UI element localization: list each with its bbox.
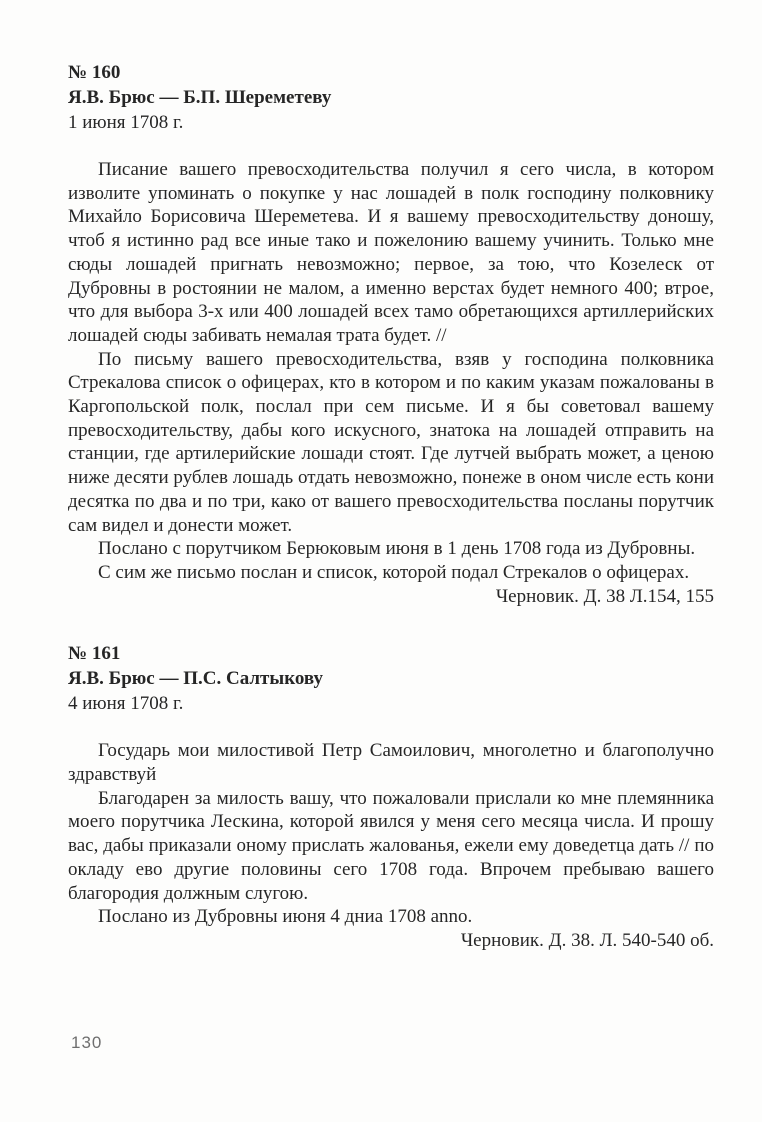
letter-161-heading: Я.В. Брюс — П.С. Салтыкову bbox=[68, 668, 324, 690]
letter-160-paragraph: Послано с порутчиком Берюковым июня в 1 день 1708 года из Дубровны. bbox=[98, 538, 696, 560]
letter-160 bbox=[68, 60, 714, 608]
letter-161-body bbox=[68, 739, 714, 952]
letter-161-paragraph: Послано из Дубровны июня 4 дниа 1708 anno. bbox=[98, 906, 473, 928]
letter-161-number: № 161 bbox=[68, 643, 121, 665]
letter-161-source-reference: Черновик. Д. 38. Л. 540-540 об. bbox=[460, 929, 714, 951]
letter-160-heading: Я.В. Брюс — Б.П. Шереметеву bbox=[68, 87, 332, 108]
letter-161 bbox=[68, 641, 714, 952]
letter-160-paragraph: Писание вашего превосходительства получил я сего числа, в котором изволите упоминать о покупке у нас лошадей в полк господину полковнику Михайло Борисовича Шереметева. И я вашему превосходительству доношу, чтоб я истинно рад все иные тако и пожелонию вашему учинить. Только мне сюды лошадей пригнать невозможно; первое, за тою, что Козелеск от Дубровны в ростоянии не малом, а именно верстах будет немного 400; втрое, что для выбора 3-х или 400 лошадей всех тамо обретающихся артиллерийских лошадей сюды забивать немалая трата будет. // bbox=[68, 159, 714, 346]
text-block bbox=[68, 60, 714, 953]
letter-160-number: № 160 bbox=[68, 62, 121, 83]
letter-161-paragraph: Государь мои милостивой Петр Самоилович, многолетно и благополучно здравствуй bbox=[68, 740, 714, 786]
letter-160-source-reference: Черновик. Д. 38 Л.154, 155 bbox=[495, 585, 714, 607]
letter-161-date: 4 июня 1708 г. bbox=[68, 693, 184, 715]
letter-161-paragraph: Благодарен за милость вашу, что пожаловали прислали ко мне племянника моего порутчика Лескина, которой явился у меня сего месяца числа. И прошу вас, дабы приказали оному прислать жалованья, ежели ему доведетца дать // по окладу ево другие половины сего 1708 года. Впрочем пребываю вашего благородия должным слугою. bbox=[68, 787, 714, 904]
letter-160-paragraph: С сим же письмо послан и список, которой подал Стрекалов о офицерах. bbox=[98, 561, 690, 583]
page-number: 130 bbox=[71, 1033, 103, 1052]
letter-160-paragraph: По письму вашего превосходительства, взяв у господина полковника Стрекалова список о офицерах, кто в котором и по каким указам пожалованы в Каргопольской полк, послал при сем письме. И я бы советовал вашему превосходительству, дабы кого искусного, знатока на лошадей отправить на станции, где артилерийские лошади стоят. Где лутчей выбрать может, а ценою ниже десяти рублев лошадь отдать невозможно, понеже в оном числе есть кони десятка по два и по три, како от вашего превосходительства посланы порутчик сам видел и донести может. bbox=[68, 348, 714, 536]
letter-160-date: 1 июня 1708 г. bbox=[68, 112, 184, 133]
letter-160-body bbox=[68, 158, 714, 608]
